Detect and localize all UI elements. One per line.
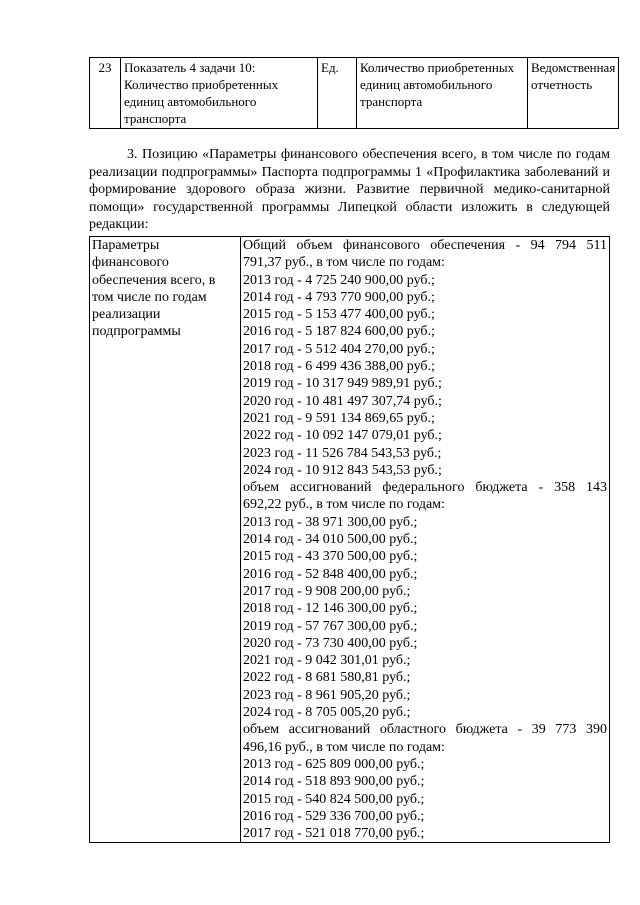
indicator-name: Показатель 4 задачи 10: Количество приобретенных единиц автомобильного транспорта [121, 58, 318, 129]
regional-year-2017: 2017 год - 521 018 770,00 руб.; [243, 826, 425, 842]
regional-year-2016: 2016 год - 529 336 700,00 руб.; [243, 808, 425, 824]
table-row [90, 237, 610, 843]
amendment-paragraph: 3. Позицию «Параметры финансового обеспечения всего, в том числе по годам реализации подпрограммы» Паспорта подпрограммы 1 «Профилактика заболеваний и формирование здорового образа жизни. Развитие первичной медико-санитарной помощи» государственной программы Липецкой области изложить в следующей редакции: [89, 147, 610, 232]
federal-year-2018: 2018 год - 12 146 300,00 руб.; [243, 601, 418, 617]
regional-header-line1: объем ассигнований областного бюджета - 39 773 390 [243, 722, 607, 738]
federal-year-2020: 2020 год - 73 730 400,00 руб.; [243, 635, 418, 651]
total-year-2015: 2015 год - 5 153 477 400,00 руб.; [243, 307, 435, 323]
financing-details [241, 237, 610, 843]
regional-header-line2: 496,16 руб., в том числе по годам: [243, 739, 445, 755]
total-year-2016: 2016 год - 5 187 824 600,00 руб.; [243, 324, 435, 340]
indicator-description: Количество приобретенных единиц автомобильного транспорта [357, 58, 528, 129]
total-year-2021: 2021 год - 9 591 134 869,65 руб.; [243, 410, 435, 426]
total-year-2013: 2013 год - 4 725 240 900,00 руб.; [243, 272, 435, 288]
federal-year-2021: 2021 год - 9 042 301,01 руб.; [243, 653, 411, 669]
total-header-line2: 791,37 руб., в том числе по годам: [243, 255, 445, 271]
financing-table [89, 236, 610, 843]
federal-header-line1: объем ассигнований федерального бюджета - 358 143 [243, 480, 607, 496]
total-header-line1: Общий объем финансового обеспечения - 94 794 511 [243, 238, 607, 253]
regional-year-2013: 2013 год - 625 809 000,00 руб.; [243, 756, 425, 772]
financing-label: Параметры финансового обеспечения всего, в том числе по годам реализации подпрограммы [90, 237, 241, 843]
total-year-2018: 2018 год - 6 499 436 388,00 руб.; [243, 359, 435, 375]
federal-header-line2: 692,22 руб., в том числе по годам: [243, 497, 445, 513]
federal-year-2017: 2017 год - 9 908 200,00 руб.; [243, 583, 411, 599]
indicator-table [89, 57, 619, 129]
indicator-number: 23 [90, 58, 121, 129]
total-year-2023: 2023 год - 11 526 784 543,53 руб.; [243, 445, 442, 461]
total-year-2017: 2017 год - 5 512 404 270,00 руб.; [243, 341, 435, 357]
federal-year-2014: 2014 год - 34 010 500,00 руб.; [243, 532, 418, 548]
total-year-2019: 2019 год - 10 317 949 989,91 руб.; [243, 376, 442, 392]
total-year-2020: 2020 год - 10 481 497 307,74 руб.; [243, 393, 442, 409]
federal-year-2019: 2019 год - 57 767 300,00 руб.; [243, 618, 418, 634]
total-year-2024: 2024 год - 10 912 843 543,53 руб.; [243, 462, 442, 478]
regional-year-2015: 2015 год - 540 824 500,00 руб.; [243, 791, 425, 807]
indicator-unit: Ед. [318, 58, 357, 129]
federal-year-2016: 2016 год - 52 848 400,00 руб.; [243, 566, 418, 582]
federal-year-2015: 2015 год - 43 370 500,00 руб.; [243, 549, 418, 565]
federal-year-2023: 2023 год - 8 961 905,20 руб.; [243, 687, 411, 703]
regional-year-2014: 2014 год - 518 893 900,00 руб.; [243, 774, 425, 790]
federal-year-2013: 2013 год - 38 971 300,00 руб.; [243, 514, 418, 530]
table-row [90, 58, 619, 129]
indicator-source: Ведомственная отчетность [528, 58, 619, 129]
total-year-2022: 2022 год - 10 092 147 079,01 руб.; [243, 428, 442, 444]
federal-year-2024: 2024 год - 8 705 005,20 руб.; [243, 705, 411, 721]
total-year-2014: 2014 год - 4 793 770 900,00 руб.; [243, 289, 435, 305]
federal-year-2022: 2022 год - 8 681 580,81 руб.; [243, 670, 411, 686]
